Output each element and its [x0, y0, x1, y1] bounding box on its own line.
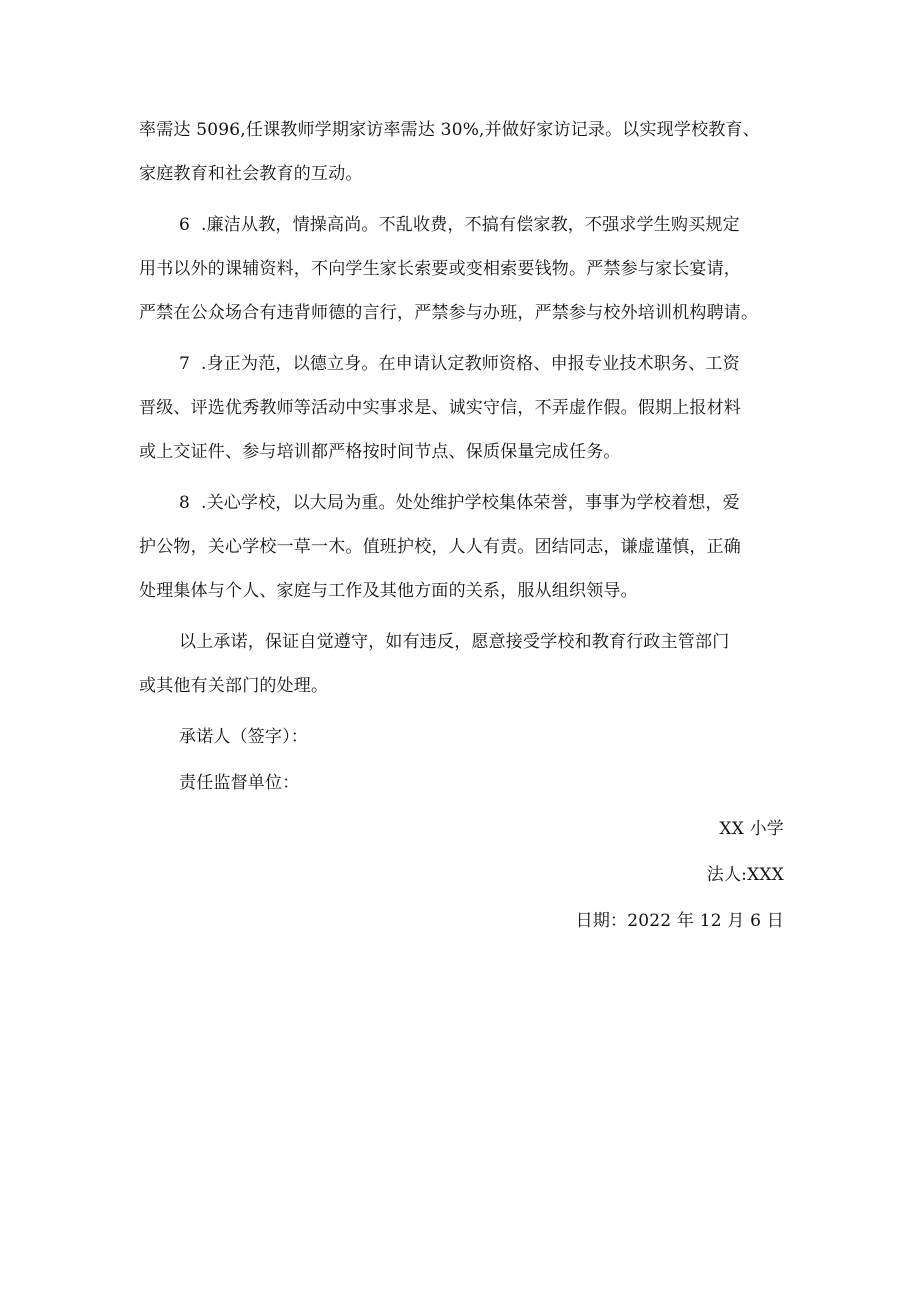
text-line [139, 491, 789, 515]
text-line [139, 352, 789, 376]
item-text: .关心学校，以大局为重。处处维护学校集体荣誉，事事为学校着想，爱 [201, 493, 740, 513]
item-number: 7 [179, 354, 191, 374]
signature-block [139, 725, 789, 795]
text-line: 率需达 5096,任课教师学期家访率需达 30%,并做好家访记录。以实现学校教育、 [139, 120, 760, 140]
paragraph-continuation [139, 118, 789, 186]
paragraph-item-7 [139, 352, 789, 464]
text-line: 护公物，关心学校一草一木。值班护校，人人有责。团结同志，谦虚谨慎，正确 [139, 537, 741, 557]
document-page [139, 118, 789, 955]
document-date: 日期：2022 年 12 月 6 日 [575, 911, 784, 931]
text-line [139, 213, 789, 237]
legal-representative: 法人:XXX [706, 865, 784, 885]
document-footer [139, 817, 789, 933]
text-line: 家庭教育和社会教育的互动。 [139, 164, 363, 184]
text-line: 或上交证件、参与培训都严格按时间节点、保质保量完成任务。 [139, 442, 621, 462]
promisor-signature-label: 承诺人（签字）： [179, 727, 309, 747]
item-number: 6 [179, 215, 191, 235]
text-line: 晋级、评选优秀教师等活动中实事求是、诚实守信，不弄虚作假。假期上报材料 [139, 398, 741, 418]
school-name: XX 小学 [719, 819, 784, 839]
supervisor-label: 责任监督单位： [179, 773, 300, 793]
text-line: 严禁在公众场合有违背师德的言行，严禁参与办班，严禁参与校外培训机构聘请。 [139, 303, 759, 323]
text-line: 处理集体与个人、家庭与工作及其他方面的关系，服从组织领导。 [139, 581, 638, 601]
text-line: 用书以外的课辅资料，不向学生家长索要或变相索要钱物。严禁参与家长宴请， [139, 259, 741, 279]
text-line: 或其他有关部门的处理。 [139, 676, 329, 696]
item-number: 8 [179, 493, 191, 513]
item-text: .廉洁从教，情操高尚。不乱收费，不搞有偿家教，不强求学生购买规定 [201, 215, 740, 235]
paragraph-closing [139, 630, 789, 698]
item-text: .身正为范，以德立身。在申请认定教师资格、申报专业技术职务、工资 [201, 354, 740, 374]
paragraph-item-8 [139, 491, 789, 603]
paragraph-item-6 [139, 213, 789, 325]
text-line: 以上承诺，保证自觉遵守，如有违反，愿意接受学校和教育行政主管部门 [179, 632, 730, 652]
